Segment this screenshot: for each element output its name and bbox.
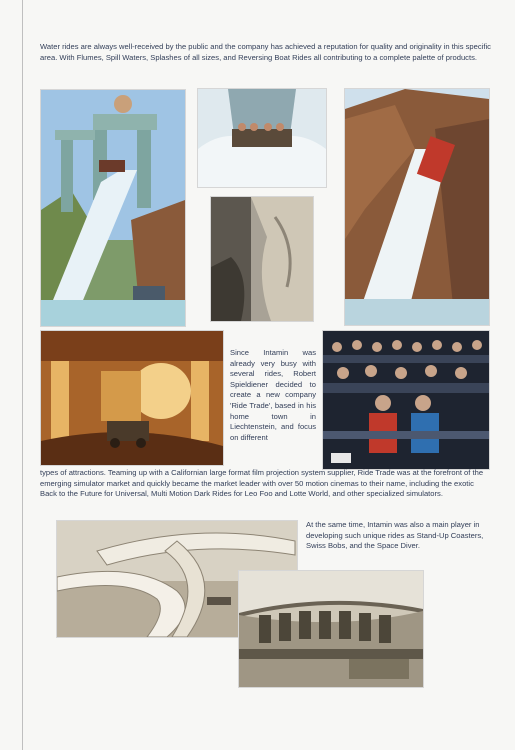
dark-ride-interior-photo: [40, 330, 224, 466]
page-margin-rule: [22, 0, 23, 750]
rock-wall-photo: [210, 196, 314, 322]
stand-up-coaster-photo: [238, 570, 424, 688]
temple-water-ride-photo: [40, 89, 186, 327]
boat-splashdown-photo: [197, 88, 327, 188]
continued-paragraph: types of attractions. Teaming up with a Californian large format film projection system supplier, Ride Trade was at the forefront of the emerging simulator market and quickly became the market leader with over 50 motion cinemas to their name, including the exotic Back to the Future for Universal, Multi Motion Dark Rides for Leo Foo and Lotte World, and other specialized simulators.: [40, 468, 484, 499]
intro-paragraph: Water rides are always well-received by the public and the company has achieved a reputation for quality and originality in this specific area. With Flumes, Spill Waters, Splashes of all sizes, and Reversing Boat Rides all contributing to a complete palette of products.: [40, 42, 491, 62]
motion-cinema-audience-photo: [322, 330, 490, 470]
right-paragraph: At the same time, Intamin was also a main player in developing such unique rides as Stand-Up Coasters, Swiss Bobs, and the Space Diver.: [306, 520, 484, 551]
side-paragraph: Since Intamin was already very busy with several rides, Robert Spieldiener decided to create a new company 'Ride Trade', based in his home town in Liechtenstein, and focus on different: [230, 348, 316, 442]
log-flume-photo: [344, 88, 490, 326]
